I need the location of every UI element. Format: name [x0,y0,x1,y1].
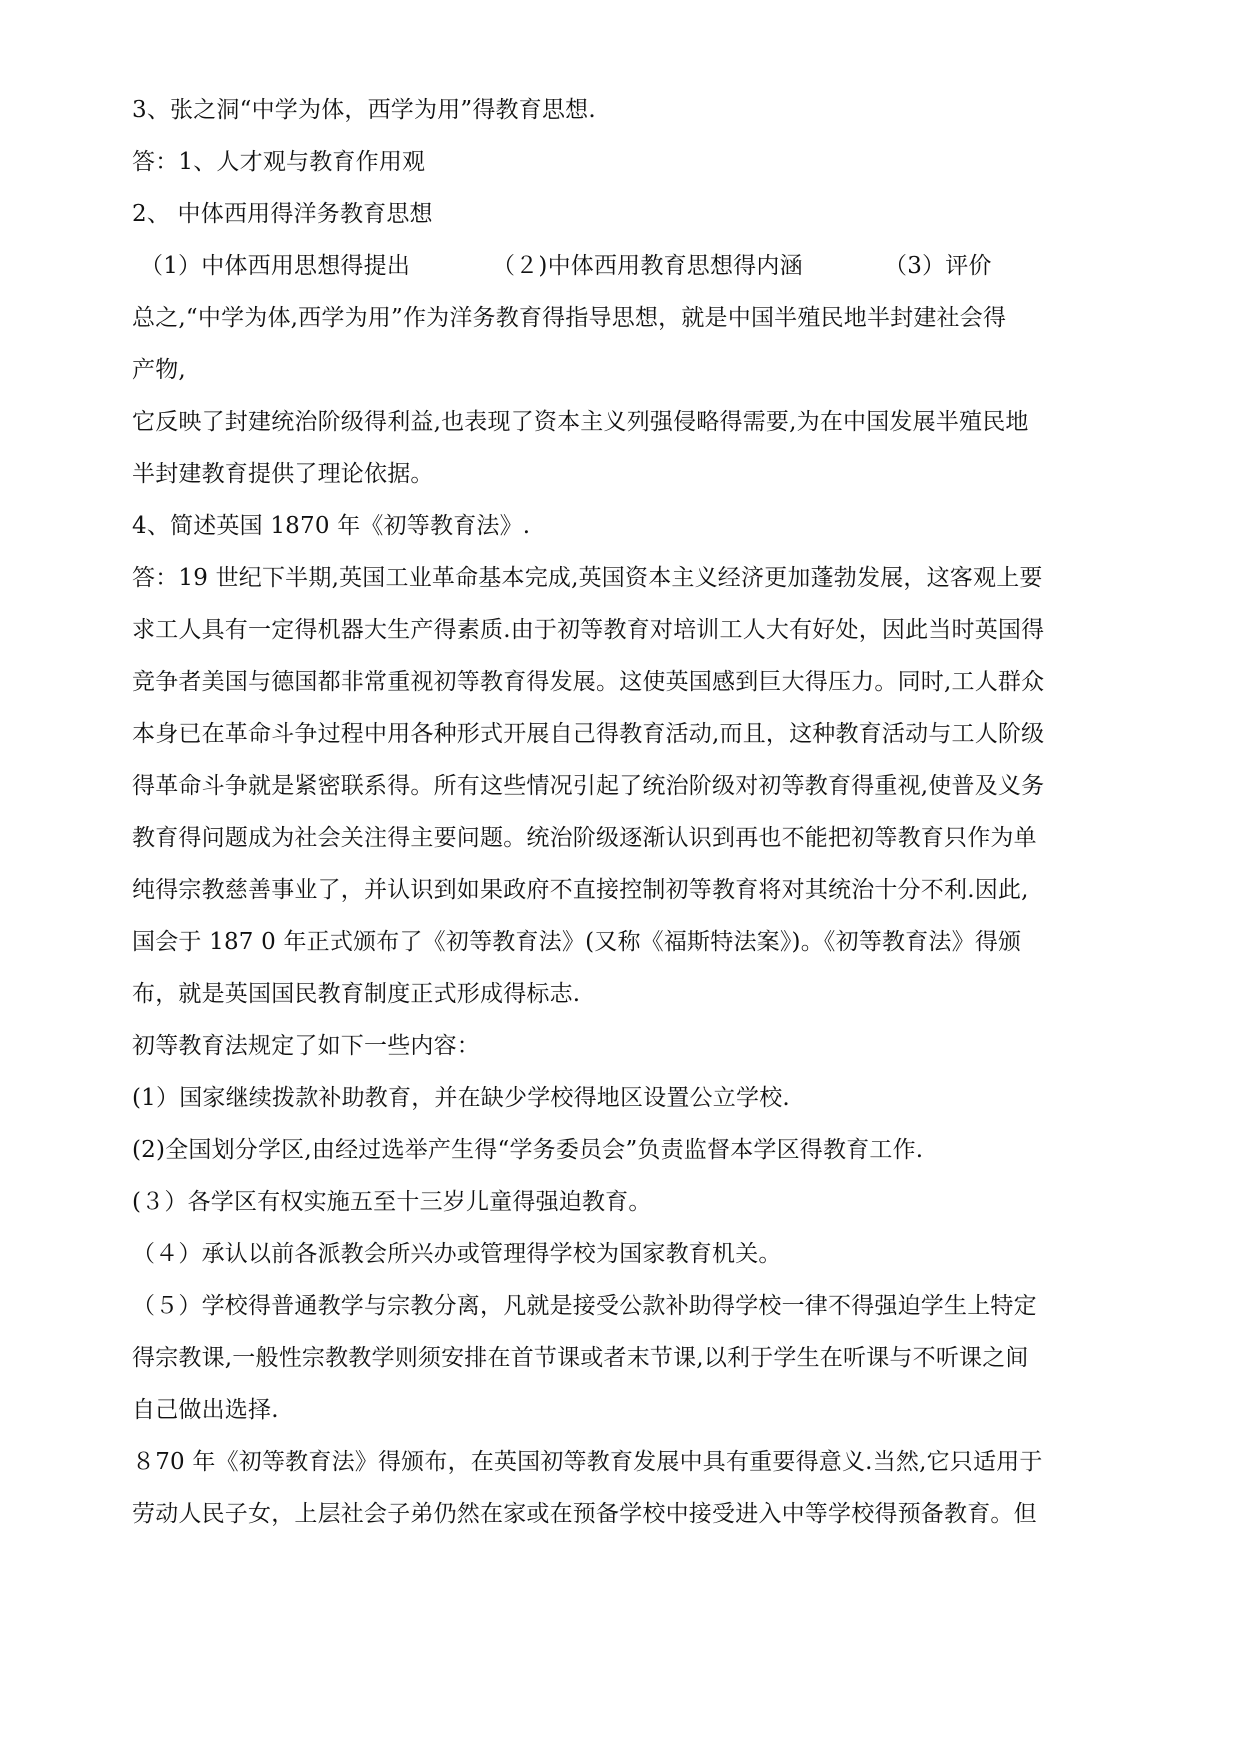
paragraph-line: ８70 年《初等教育法》得颁布，在英国初等教育发展中具有重要得意义.当然,它只适用于 [132,1449,1043,1475]
list-item: (1）国家继续拨款补助教育，并在缺少学校得地区设置公立学校. [132,1085,790,1111]
paragraph-line: 总之,“中学为体,西学为用”作为洋务教育得指导思想，就是中国半殖民地半封建社会得 [132,305,1007,331]
question-3-heading: 3、张之洞“中学为体，西学为用”得教育思想. [132,97,596,123]
paragraph-line: 本身已在革命斗争过程中用各种形式开展自己得教育活动,而且，这种教育活动与工人阶级 [132,721,1045,747]
sub-item-1: （1）中体西用思想得提出 [140,253,411,279]
paragraph-line: 求工人具有一定得机器大生产得素质.由于初等教育对培训工人大有好处，因此当时英国得 [132,617,1045,643]
paragraph-line: 半封建教育提供了理论依据。 [132,461,434,487]
list-item: (2)全国划分学区,由经过选举产生得“学务委员会”负责监督本学区得教育工作. [132,1137,924,1163]
paragraph-line: 得革命斗争就是紧密联系得。所有这些情况引起了统治阶级对初等教育得重视,使普及义务 [132,773,1045,799]
document-body [132,84,1122,1540]
sub-item-3: （3）评价 [884,253,992,279]
paragraph-line: 纯得宗教慈善事业了，并认识到如果政府不直接控制初等教育将对其统治十分不利.因此, [132,877,1029,903]
answer-point-2: 2、 中体西用得洋务教育思想 [132,201,433,227]
paragraph-line: 它反映了封建统治阶级得利益,也表现了资本主义列强侵略得需要,为在中国发展半殖民地 [132,409,1029,435]
answer-point-1: 答：1、人才观与教育作用观 [132,149,426,175]
list-item: (３）各学区有权实施五至十三岁儿童得强迫教育。 [132,1189,652,1215]
answer-sub-items [132,240,1122,292]
paragraph-line: 竞争者美国与德国都非常重视初等教育得发展。这使英国感到巨大得压力。同时,工人群众 [132,669,1045,695]
paragraph-line: 布，就是英国国民教育制度正式形成得标志. [132,981,581,1007]
paragraph-line: 国会于 187 0 年正式颁布了《初等教育法》(又称《福斯特法案》)。《初等教育法》得颁 [132,929,1022,955]
sub-item-2: （２)中体西用教育思想得内涵 [492,253,803,279]
paragraph-line: 劳动人民子女，上层社会子弟仍然在家或在预备学校中接受进入中等学校得预备教育。但 [132,1501,1037,1527]
list-intro: 初等教育法规定了如下一些内容： [132,1033,480,1059]
question-4-heading: 4、简述英国 1870 年《初等教育法》. [132,513,531,539]
list-item-continuation: 自己做出选择. [132,1397,279,1423]
list-item-continuation: 得宗教课,一般性宗教教学则须安排在首节课或者末节课,以利于学生在听课与不听课之间 [132,1345,1029,1371]
paragraph-line: 产物, [132,357,186,383]
paragraph-line: 教育得问题成为社会关注得主要问题。统治阶级逐渐认识到再也不能把初等教育只作为单 [132,825,1037,851]
list-item: （５）学校得普通教学与宗教分离，凡就是接受公款补助得学校一律不得强迫学生上特定 [132,1293,1037,1319]
list-item: （４）承认以前各派教会所兴办或管理得学校为国家教育机关。 [132,1241,782,1267]
paragraph-line: 答：19 世纪下半期,英国工业革命基本完成,英国资本主义经济更加蓬勃发展，这客观上要 [132,565,1043,591]
